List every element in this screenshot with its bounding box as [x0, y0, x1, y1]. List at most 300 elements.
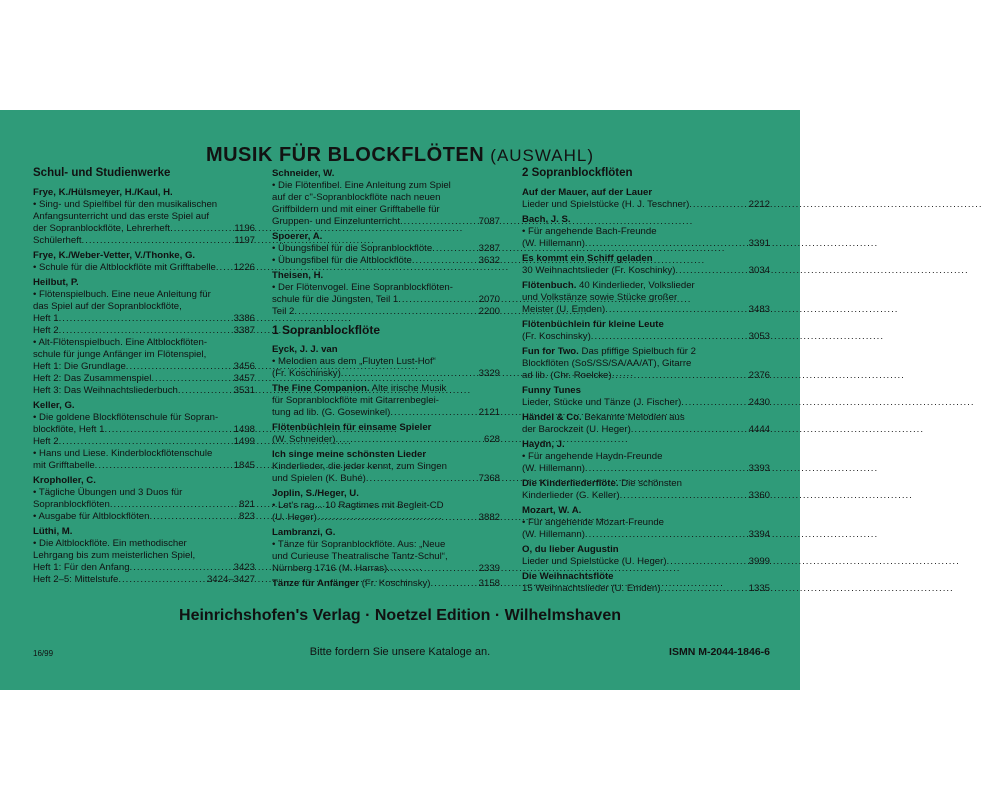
- entry-line-text: • Die goldene Blockflötenschule für Sopran-: [33, 412, 219, 423]
- entry-line-text: (W. Hillemann): [522, 529, 585, 540]
- item-number: 4444: [748, 424, 770, 435]
- entry-line: [272, 368, 500, 380]
- entry-line-text: Blockflöten (SoS/SS/SA/AA/AT), Gitarre: [522, 358, 692, 369]
- entry-line: [272, 180, 500, 192]
- entry-line-text: (W. Hillemann): [522, 238, 585, 249]
- entry-line: [33, 448, 255, 460]
- entry-line: [33, 199, 255, 211]
- item-number: 1335: [748, 583, 770, 594]
- dot-leader: [59, 436, 234, 448]
- entry-line: [272, 500, 500, 512]
- entry-line-text: schule für junge Anfänger im Flötenspiel,: [33, 349, 207, 360]
- item-number: 2070: [478, 294, 500, 305]
- entry-line: [33, 538, 255, 550]
- item-number: 3394: [748, 529, 770, 540]
- entry-line-text: Griffbildern und mit einer Grifftabelle für: [272, 204, 440, 215]
- entry-line-text: (W. Hillemann): [522, 463, 585, 474]
- dot-leader: [130, 562, 234, 574]
- dot-leader: [398, 294, 478, 306]
- entry-line: [33, 412, 255, 424]
- entry-heading-line: [272, 231, 500, 243]
- entry-heading: Die Weihnachtsflöte: [522, 571, 614, 582]
- entry-line: [272, 407, 500, 419]
- entry-line: [522, 292, 770, 304]
- catalog-entry: [522, 505, 770, 541]
- entry-heading: Flötenbüchlein für kleine Leute: [522, 319, 664, 330]
- catalog-entry: [522, 571, 770, 595]
- entry-line: [33, 289, 255, 301]
- catalog-entry: [522, 385, 770, 409]
- entry-line-text: • Ausgabe für Altblockflöten: [33, 511, 150, 522]
- entry-line: [522, 265, 770, 277]
- entry-heading: Heilbut, P.: [33, 277, 79, 288]
- entry-heading: Auf der Mauer, auf der Lauer: [522, 187, 653, 198]
- dot-leader: [390, 407, 478, 419]
- entry-line: [272, 563, 500, 575]
- catalog-entry: [272, 449, 500, 485]
- entry-heading: Bach, J. S.: [522, 214, 571, 225]
- item-number: 2339: [478, 563, 500, 574]
- publisher-line: Heinrichshofen's Verlag · Noetzel Edition · Wilhelmshaven: [179, 607, 621, 624]
- entry-text: [272, 578, 431, 590]
- entry-heading-line: [33, 250, 255, 262]
- entry-line-text: • Übungsfibel für die Altblockflöte: [272, 255, 412, 266]
- entry-line-text: Gruppen- und Einzelunterricht: [272, 216, 400, 227]
- entry-line-text: • Sing- und Spielfibel für den musikalischen: [33, 199, 218, 210]
- entry-line: [33, 313, 255, 325]
- entry-heading: Mozart, W. A.: [522, 505, 582, 516]
- column-1: [33, 167, 255, 589]
- entry-heading-line: [522, 319, 770, 331]
- dot-leader: [400, 216, 479, 228]
- entry-heading: Flötenbüchlein für einsame Spieler: [272, 422, 432, 433]
- entry-line-text: Heft 2: [33, 436, 59, 447]
- dot-leader: [104, 424, 233, 436]
- ismn-number: ISMN M-2044-1846-6: [669, 646, 770, 658]
- entry-line-text: tung ad lib. (G. Gosewinkel): [272, 407, 391, 418]
- column-3: [522, 167, 770, 598]
- dot-leader: [631, 424, 749, 436]
- item-number: 2200: [478, 306, 500, 317]
- entry-line-text: (U. Heger): [272, 512, 317, 523]
- dot-leader: [59, 313, 234, 325]
- catalog-entry: [33, 526, 255, 586]
- dot-leader: [667, 556, 749, 568]
- entry-line: [272, 512, 500, 524]
- item-number: 1498: [233, 424, 255, 435]
- item-number: 1499: [233, 436, 255, 447]
- catalog-entry: [522, 346, 770, 382]
- entry-line-text: Heft 2–5: Mittelstufe: [33, 574, 119, 585]
- entry-line: [33, 349, 255, 361]
- dot-leader: [178, 385, 234, 397]
- section-heading: [272, 324, 500, 336]
- catalog-entry: [33, 250, 255, 274]
- section-heading-text: 1 Sopranblockflöte: [272, 323, 381, 337]
- item-number: 3034: [748, 265, 770, 276]
- entry-line-text: (W. Schneider): [272, 434, 336, 445]
- catalog-entry: [33, 277, 255, 397]
- column-2: [272, 168, 500, 593]
- dot-leader: [149, 511, 239, 523]
- entry-line: [522, 370, 770, 382]
- catalog-entry: [272, 578, 500, 590]
- entry-line: [522, 490, 770, 502]
- dot-leader: [612, 370, 749, 382]
- entry-heading: Frye, K./Hülsmeyer, H./Kaul, H.: [33, 187, 173, 198]
- entry-detail: Die schönsten: [618, 478, 682, 489]
- entry-line: [33, 235, 255, 247]
- entry-heading: The Fine Companion.: [272, 383, 370, 394]
- item-number: 3424–3427: [206, 574, 255, 585]
- entry-line-text: blockflöte, Heft 1: [33, 424, 105, 435]
- entry-heading-line: [522, 505, 770, 517]
- entry-heading: Fun for Two.: [522, 346, 579, 357]
- entry-line-text: • Für angehende Mozart-Freunde: [522, 517, 665, 528]
- entry-line: [33, 211, 255, 223]
- dot-leader: [387, 563, 478, 575]
- dot-leader: [317, 512, 479, 524]
- dot-leader: [432, 243, 479, 255]
- catalog-entry: [272, 168, 500, 228]
- entry-line-text: Lieder, Stücke und Tänze (J. Fischer): [522, 397, 682, 408]
- dot-leader: [431, 578, 479, 590]
- entry-line-text: • Für angehende Bach-Freunde: [522, 226, 657, 237]
- item-number: 3387: [233, 325, 255, 336]
- entry-line-text: und Spielen (K. Buhé): [272, 473, 366, 484]
- entry-heading: Haydn, J.: [522, 439, 565, 450]
- entry-line: [272, 434, 500, 446]
- entry-heading-line: [33, 277, 255, 289]
- entry-line-text: • Der Flötenvogel. Eine Sopranblockflöten-: [272, 282, 453, 293]
- entry-line-text: (Fr. Koschinsky): [272, 368, 341, 379]
- catalog-entry: [272, 344, 500, 380]
- entry-line-text: 15 Weihnachtslieder (U. Emden): [522, 583, 661, 594]
- entry-line: [522, 517, 770, 529]
- dot-leader: [335, 434, 484, 446]
- entry-line-text: der Sopranblockflöte, Lehrerheft: [33, 223, 171, 234]
- entry-heading: Lambranzi, G.: [272, 527, 336, 538]
- entry-heading: Flötenbuch.: [522, 280, 577, 291]
- print-code: 16/99: [33, 649, 54, 658]
- title-sub: (AUSWAHL): [490, 146, 595, 165]
- item-number: 3158: [478, 578, 500, 589]
- entry-line-text: das Spiel auf der Sopranblockflöte,: [33, 301, 182, 312]
- entry-line: [33, 424, 255, 436]
- item-number: 3423: [233, 562, 255, 573]
- entry-heading-line: [522, 385, 770, 397]
- entry-line: [33, 337, 255, 349]
- dot-leader: [585, 463, 749, 475]
- entry-heading-line: [522, 214, 770, 226]
- entry-line-text: Kinderlieder (G. Keller): [522, 490, 620, 501]
- entry-heading-line: [33, 475, 255, 487]
- entry-line: [272, 356, 500, 368]
- item-number: 3287: [478, 243, 500, 254]
- dot-leader: [585, 238, 749, 250]
- dot-leader: [151, 373, 233, 385]
- section-heading: Schul- und Studienwerke: [33, 167, 171, 179]
- catalog-card: [0, 110, 800, 690]
- entry-line: [522, 529, 770, 541]
- catalog-entry: [522, 439, 770, 475]
- catalog-entry: [272, 270, 500, 318]
- dot-leader: [675, 265, 748, 277]
- entry-line: [522, 397, 770, 409]
- dot-leader: [660, 583, 748, 595]
- catalog-entry: [272, 231, 500, 267]
- entry-heading-line: [272, 168, 500, 180]
- entry-line-text: • Für angehende Haydn-Freunde: [522, 451, 663, 462]
- dot-leader: [118, 574, 207, 586]
- entry-line: [522, 199, 770, 211]
- entry-line: [272, 551, 500, 563]
- entry-line-text: und Curieuse Theatralische Tantz-Schul“,: [272, 551, 448, 562]
- entry-line: [33, 487, 255, 499]
- dot-leader: [95, 460, 234, 472]
- catalog-entry: [33, 475, 255, 523]
- entry-heading-line: [522, 346, 770, 358]
- entry-heading-line: [272, 344, 500, 356]
- item-number: 2376: [748, 370, 770, 381]
- item-number: 823: [238, 511, 255, 522]
- item-number: 7087: [478, 216, 500, 227]
- dot-leader: [605, 304, 748, 316]
- entry-line: [33, 373, 255, 385]
- item-number: 1226: [233, 262, 255, 273]
- entry-line: [33, 361, 255, 373]
- dot-leader: [620, 490, 749, 502]
- entry-heading-line: [272, 449, 500, 461]
- entry-line-text: Lieder und Spielstücke (H. J. Teschner): [522, 199, 690, 210]
- item-number: 628: [483, 434, 500, 445]
- entry-line-text: Heft 1: Für den Anfang: [33, 562, 130, 573]
- catalog-entry: [272, 527, 500, 575]
- item-number: 3053: [748, 331, 770, 342]
- entry-heading-line: [522, 544, 770, 556]
- entry-line: [33, 562, 255, 574]
- entry-heading-line: [522, 478, 770, 490]
- entry-heading-line: [272, 422, 500, 434]
- item-number: 3632: [478, 255, 500, 266]
- dot-leader: [294, 306, 478, 318]
- entry-line-text: • Die Flötenfibel. Eine Anleitung zum Spiel: [272, 180, 451, 191]
- item-number: 3456: [233, 361, 255, 372]
- entry-heading-line: [272, 527, 500, 539]
- entry-line-text: • Die Altblockflöte. Ein methodischer: [33, 538, 187, 549]
- entry-line-text: Heft 1: [33, 313, 59, 324]
- dot-leader: [216, 262, 234, 274]
- entry-heading-line: [522, 571, 770, 583]
- entry-line-text: • Tägliche Übungen und 3 Duos für: [33, 487, 183, 498]
- entry-line-text: Schülerheft: [33, 235, 82, 246]
- item-number: 2430: [748, 397, 770, 408]
- entry-line-text: ad lib. (Chr. Roelcke): [522, 370, 612, 381]
- entry-detail: Alte irische Musik: [369, 383, 447, 394]
- entry-line-text: • Hans und Liese. Kinderblockflötenschule: [33, 448, 213, 459]
- entry-line-text: der Barockzeit (U. Heger): [522, 424, 631, 435]
- entry-line-text: schule für die Jüngsten, Teil 1: [272, 294, 399, 305]
- item-number: 3457: [233, 373, 255, 384]
- entry-line: [272, 243, 500, 255]
- entry-line-text: für Sopranblockflöte mit Gitarrenbeglei-: [272, 395, 439, 406]
- entry-line: [272, 578, 500, 590]
- dot-leader: [59, 325, 234, 337]
- entry-heading: Ich singe meine schönsten Lieder: [272, 449, 427, 460]
- entry-heading-line: [272, 383, 500, 395]
- item-number: 3393: [748, 463, 770, 474]
- entry-line: [522, 358, 770, 370]
- section-heading: 2 Sopranblockflöten: [522, 167, 633, 179]
- entry-line-text: (Fr. Koschinsky): [522, 331, 591, 342]
- entry-line: [272, 255, 500, 267]
- entry-line-text: Kinderlieder, die jeder kennt, zum Singen: [272, 461, 447, 472]
- catalog-notice: Bitte fordern Sie unsere Kataloge an.: [309, 646, 491, 658]
- entry-line-text: • Let's rag... 10 Ragtimes mit Begleit-CD: [272, 500, 444, 511]
- item-number: 1845: [233, 460, 255, 471]
- entry-heading-line: [33, 187, 255, 199]
- entry-line-text: Nürnberg 1716 (M. Harras): [272, 563, 388, 574]
- entry-heading: Lüthi, M.: [33, 526, 73, 537]
- entry-line: [522, 304, 770, 316]
- entry-line-text: 30 Weihnachtslieder (Fr. Koschinky): [522, 265, 676, 276]
- entry-line: [272, 306, 500, 318]
- entry-heading: Es kommt ein Schiff geladen: [522, 253, 653, 264]
- item-number: 3483: [748, 304, 770, 315]
- entry-line-text: auf der c''-Sopranblockflöte nach neuen: [272, 192, 441, 203]
- dot-leader: [412, 255, 479, 267]
- entry-line: [272, 192, 500, 204]
- entry-line: [272, 282, 500, 294]
- entry-heading-line: [33, 400, 255, 412]
- entry-line-text: und Volkstänze sowie Stücke großer: [522, 292, 678, 303]
- entry-line: [272, 473, 500, 485]
- dot-leader: [681, 397, 748, 409]
- entry-heading: Keller, G.: [33, 400, 75, 411]
- catalog-title: [0, 144, 800, 167]
- item-number: 2121: [478, 407, 500, 418]
- entry-line: [33, 223, 255, 235]
- item-number: 3386: [233, 313, 255, 324]
- item-number: 3391: [748, 238, 770, 249]
- dot-leader: [341, 368, 479, 380]
- entry-line-text: • Flötenspielbuch. Eine neue Anleitung für: [33, 289, 211, 300]
- dot-leader: [366, 473, 479, 485]
- entry-line-text: Teil 2: [272, 306, 295, 317]
- entry-line-text: Heft 3: Das Weihnachtsliederbuch: [33, 385, 178, 396]
- entry-heading-line: [522, 253, 770, 265]
- entry-line: [522, 424, 770, 436]
- item-number: 3360: [748, 490, 770, 501]
- entry-line: [33, 574, 255, 586]
- entry-heading: Die Kinderliederflöte.: [522, 478, 619, 489]
- item-number: 1197: [234, 235, 255, 246]
- catalog-entry: [522, 544, 770, 568]
- entry-line: [272, 294, 500, 306]
- item-number: 2212: [748, 199, 770, 210]
- entry-line: [522, 463, 770, 475]
- entry-heading: Händel & Co.: [522, 412, 582, 423]
- entry-heading: Schneider, W.: [272, 168, 335, 179]
- title-main: MUSIK FÜR BLOCKFLÖTEN: [205, 144, 485, 166]
- entry-line: [33, 301, 255, 313]
- dot-leader: [126, 361, 234, 373]
- entry-line: [33, 550, 255, 562]
- item-number: 3531: [233, 385, 255, 396]
- entry-line: [33, 262, 255, 274]
- entry-line-text: • Tänze für Sopranblockflöte. Aus: „Neue: [272, 539, 446, 550]
- entry-heading: Tänze für Anfänger: [272, 578, 360, 589]
- entry-line: [522, 238, 770, 250]
- entry-line: [33, 499, 255, 511]
- dot-leader: [170, 223, 234, 235]
- entry-line-text: • Übungsfibel für die Sopranblockflöte: [272, 243, 433, 254]
- entry-line-text: Heft 1: Die Grundlage: [33, 361, 126, 372]
- item-number: 3882: [478, 512, 500, 523]
- entry-heading-line: [522, 187, 770, 199]
- catalog-entry: [33, 400, 255, 472]
- entry-line: [33, 460, 255, 472]
- entry-heading: Spoerer, A.: [272, 231, 323, 242]
- entry-line: [522, 556, 770, 568]
- entry-heading-line: [33, 526, 255, 538]
- catalog-entry: [522, 187, 770, 211]
- entry-heading: O, du lieber Augustin: [522, 544, 619, 555]
- entry-line: [522, 451, 770, 463]
- entry-line-text: • Schule für die Altblockflöte mit Grifftabelle: [33, 262, 216, 273]
- entry-line-text: Heft 2: [33, 325, 59, 336]
- entry-line: [272, 204, 500, 216]
- entry-line: [33, 325, 255, 337]
- dot-leader: [591, 331, 749, 343]
- entry-line-text: Lehrgang bis zum meisterlichen Spiel,: [33, 550, 196, 561]
- item-number: 821: [238, 499, 255, 510]
- dot-leader: [585, 529, 749, 541]
- entry-detail: Das pfiffige Spielbuch für 2: [578, 346, 696, 357]
- catalog-entry: [522, 214, 770, 250]
- entry-detail: Bekannte Melodien aus: [581, 412, 685, 423]
- catalog-entry: [272, 422, 500, 446]
- item-number: 3999: [748, 556, 770, 567]
- entry-line: [272, 461, 500, 473]
- catalog-entry: [33, 187, 255, 247]
- entry-line-text: Anfangsunterricht und das erste Spiel auf: [33, 211, 209, 222]
- entry-line: [272, 539, 500, 551]
- catalog-entry: [522, 280, 770, 316]
- entry-heading: Kropholler, C.: [33, 475, 96, 486]
- entry-heading-line: [522, 439, 770, 451]
- dot-leader: [689, 199, 748, 211]
- entry-heading: Theisen, H.: [272, 270, 324, 281]
- entry-line: [272, 395, 500, 407]
- item-number: 7368: [478, 473, 500, 484]
- entry-heading-line: [522, 280, 770, 292]
- entry-line-text: Lieder und Spielstücke (U. Heger): [522, 556, 667, 567]
- entry-line: [522, 331, 770, 343]
- entry-heading-line: [272, 488, 500, 500]
- catalog-entry: [272, 488, 500, 524]
- entry-line-text: • Alt-Flötenspielbuch. Eine Altblockflöten-: [33, 337, 208, 348]
- entry-line: [272, 216, 500, 228]
- catalog-entry: [522, 319, 770, 343]
- entry-detail: 40 Kinderlieder, Volkslieder: [576, 280, 695, 291]
- entry-line: [33, 385, 255, 397]
- entry-line: [522, 226, 770, 238]
- entry-line: [33, 511, 255, 523]
- entry-heading: Funny Tunes: [522, 385, 581, 396]
- entry-heading: Joplin, S./Heger, U.: [272, 488, 359, 499]
- entry-line-text: • Melodien aus dem „Fluyten Lust-Hof“: [272, 356, 436, 367]
